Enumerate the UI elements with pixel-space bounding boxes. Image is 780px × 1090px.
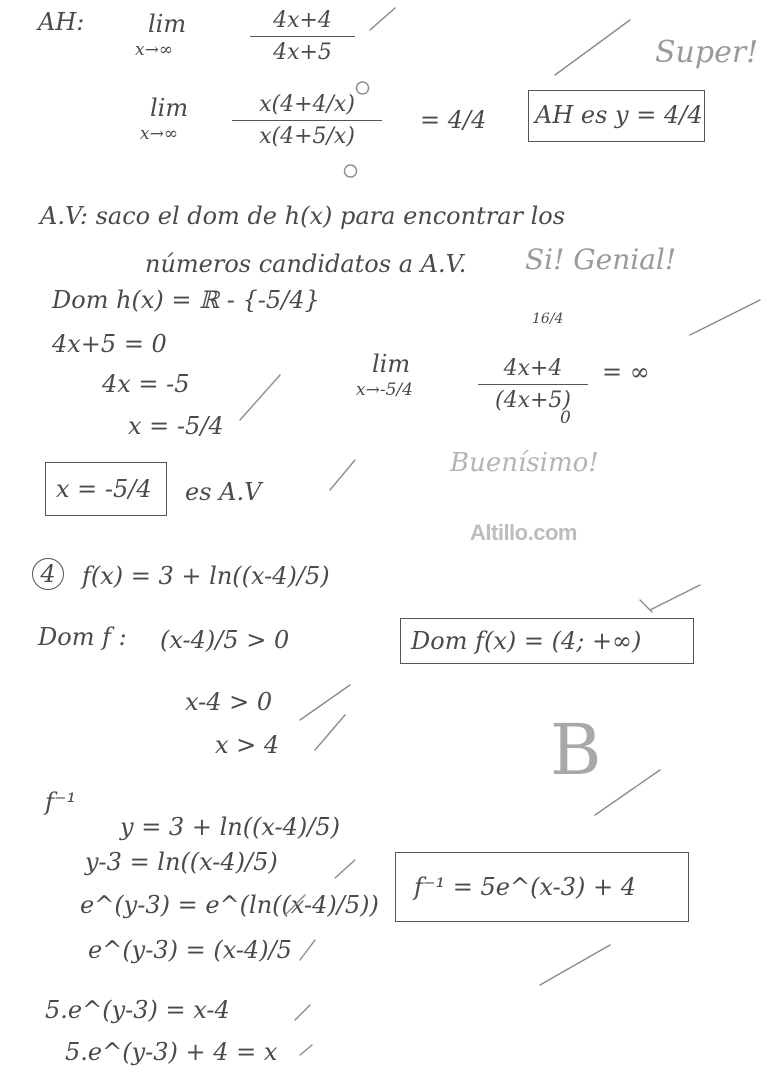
answer-box <box>400 618 694 664</box>
step-line: e^(y-3) = e^(ln((x-4)/5)) <box>80 891 379 919</box>
ah-label: AH: <box>38 8 85 36</box>
lim-word: lim <box>148 10 187 38</box>
function-definition: f(x) = 3 + ln((x-4)/5) <box>82 562 330 590</box>
check-mark <box>240 375 280 420</box>
step-line: y-3 = ln((x-4)/5) <box>85 848 278 876</box>
zero-mark: 0 <box>560 408 571 428</box>
watermark-logo: Altillo.com <box>470 520 577 545</box>
denominator: x(4+5/x) <box>259 124 355 149</box>
step-line: e^(y-3) = (x-4)/5 <box>88 936 292 964</box>
check-mark <box>300 685 350 720</box>
answer-box <box>528 90 705 142</box>
check-mark <box>595 770 660 815</box>
check-mark <box>555 20 630 75</box>
evaluated-value: 16/4 <box>532 311 564 327</box>
answer-text: x = -5/4 <box>56 475 152 503</box>
fraction-bar <box>250 36 355 37</box>
step-line: 5.e^(y-3) = x-4 <box>45 996 230 1024</box>
check-mark <box>300 940 315 960</box>
step-line: x > 4 <box>215 731 280 759</box>
teacher-comment: Super! <box>655 35 759 70</box>
step-line: x = -5/4 <box>128 412 224 440</box>
inverse-label: f⁻¹ <box>45 788 77 816</box>
numerator: 4x+4 <box>503 356 563 381</box>
limit-result: = 4/4 <box>420 106 487 134</box>
lim-word: lim <box>372 350 411 378</box>
lim-subscript: x→∞ <box>135 40 173 60</box>
check-mark <box>300 1045 312 1055</box>
fraction <box>478 356 588 413</box>
limit-result: = ∞ <box>602 358 650 386</box>
domain-inequality: (x-4)/5 > 0 <box>160 626 290 654</box>
teacher-comment: Si! Genial! <box>525 243 677 276</box>
answer-text: Dom f(x) = (4; +∞) <box>411 627 642 655</box>
check-mark <box>295 1005 310 1020</box>
check-mark <box>315 715 345 750</box>
answer-box <box>395 852 689 922</box>
fraction-bar <box>478 384 588 385</box>
denominator: (4x+5) <box>494 388 571 413</box>
av-intro-line: A.V: saco el dom de h(x) para encontrar los <box>40 202 566 230</box>
exercise-number: 4 <box>32 558 64 590</box>
fraction-bar <box>232 120 382 121</box>
step-line: 4x+5 = 0 <box>52 330 167 358</box>
zero-loop <box>345 165 357 177</box>
domain-label: Dom f : <box>38 623 127 651</box>
step-line: y = 3 + ln((x-4)/5) <box>120 813 340 841</box>
check-mark <box>370 8 395 30</box>
lim-subscript: x→-5/4 <box>356 380 413 400</box>
step-line: 5.e^(y-3) + 4 = x <box>65 1038 278 1066</box>
check-mark <box>640 585 700 612</box>
lim-word: lim <box>150 94 189 122</box>
check-mark <box>335 860 355 878</box>
av-intro-line: números candidatos a A.V. <box>145 250 467 278</box>
numerator: x(4+4/x) <box>259 92 355 117</box>
teacher-comment: Buenísimo! <box>450 448 599 478</box>
numerator: 4x+4 <box>273 8 332 33</box>
answer-text: f⁻¹ = 5e^(x-3) + 4 <box>414 873 636 901</box>
fraction <box>250 8 355 65</box>
check-mark <box>690 300 760 335</box>
lim-subscript: x→∞ <box>140 124 178 144</box>
denominator: 4x+5 <box>273 40 332 65</box>
step-line: 4x = -5 <box>102 370 190 398</box>
grade-mark: B <box>550 709 602 791</box>
answer-box <box>45 462 167 516</box>
answer-suffix: es A.V <box>185 478 262 506</box>
step-line: x-4 > 0 <box>185 688 273 716</box>
domain-line: Dom h(x) = ℝ - {-5/4} <box>52 286 320 314</box>
fraction <box>232 92 382 149</box>
check-mark <box>540 945 610 985</box>
check-mark <box>330 460 355 490</box>
answer-text: AH es y = 4/4 <box>535 101 703 129</box>
